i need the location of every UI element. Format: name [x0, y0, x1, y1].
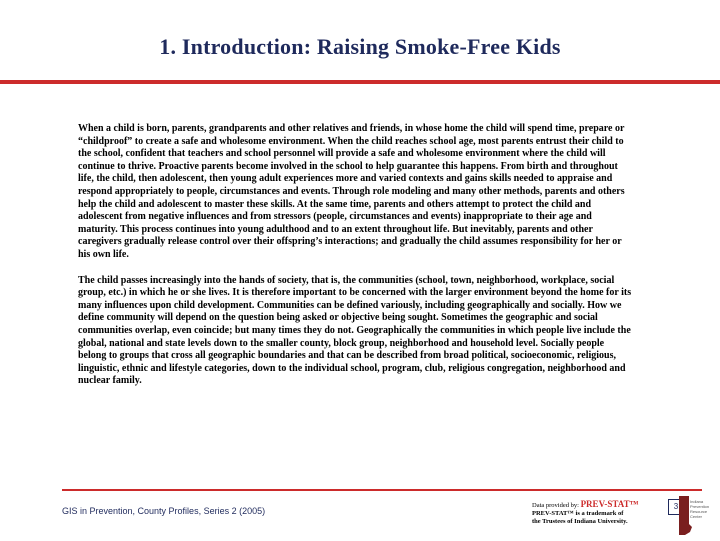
- slide-title: 1. Introduction: Raising Smoke-Free Kids: [159, 34, 561, 59]
- logo-text: Indiana Prevention Resource Center: [690, 499, 710, 519]
- credit-line-2: PREV-STAT™ is a trademark of: [532, 510, 624, 517]
- credit-prefix: Data provided by:: [532, 502, 581, 509]
- title-divider: [0, 80, 720, 84]
- indiana-logo-icon: [678, 494, 716, 536]
- page-number: 3: [668, 499, 684, 515]
- footer-series: GIS in Prevention, County Profiles, Series 2 (2005): [62, 506, 266, 516]
- data-credit: [532, 500, 639, 526]
- credit-line-3: the Trustees of Indiana University.: [532, 518, 628, 525]
- body-text: [78, 123, 633, 401]
- paragraph-2: The child passes increasingly into the hands of society, that is, the communities (school, town, neighborhood, workplace, social group, etc.) in which he or she lives. It is therefore important to be concerned with the larger environment beyond the home for its many influences upon child development. Communities can be defined variously, including geographically and socially. How we define community will depend on the question being asked or objective being sought. Sometimes the geographic and social communities overlap, even coincide; but many times they do not. Geographically the communities in which people live include the global, national and state levels down to the smaller county, block group, neighborhood and household level. Socially people belong to groups that cross all geographic boundaries and that can be described from broad political, socioeconomic, religious, linguistic, ethnic and lifestyle categories, down to the individual school, program, club, religious congregation, neighborhood and nuclear family.: [78, 274, 632, 387]
- paragraph-1: When a child is born, parents, grandparents and other relatives and friends, in whose home the child will spend time, prepare or “childproof” to create a safe and wholesome environment. When the child reaches school age, most parents entrust their child to the school, confident that teachers and school personnel will provide a safe and wholesome environment where the child will continue to thrive. Proactive parents become involved in the school to help guarantee this happens. From birth and throughout life, the child, then adolescent, then young adult experiences more and varied contexts and gains skills needed to appraise and respond appropriately to people, circumstances and events. Through role modeling and many other methods, parents and others help the child and adolescent to master these skills. At the same time, parents and others attempt to protect the child and adolescent from negative influences and from stressors (people, circumstances and events) inappropriate to their age and maturity. This process continues into young adulthood and to an extent throughout life. But inevitably, parents and other caregivers gradually release control over their offspring’s interactions; and gradually the child assumes responsibility for her or his own life.: [78, 123, 625, 260]
- credit-brand: PREV-STAT™: [580, 499, 639, 509]
- footer-divider: [62, 489, 702, 491]
